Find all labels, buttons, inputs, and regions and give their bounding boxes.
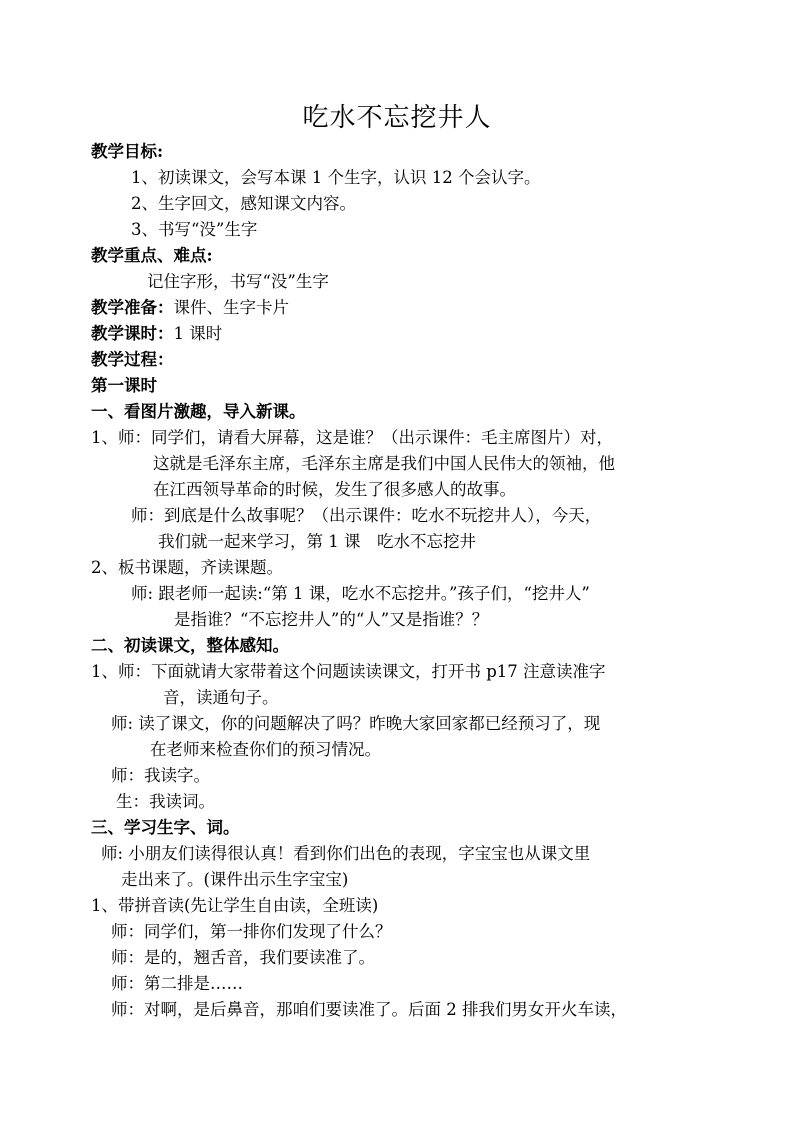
paragraph-line: 师：第二排是……	[111, 974, 243, 993]
class-hours-value: 1 课时	[173, 324, 223, 343]
paragraph-line: 师: 小朋友们读得很认真！看到你们出色的表现，字宝宝也从课文里	[101, 844, 591, 863]
preparation-label: 教学准备：	[91, 298, 174, 317]
section-heading-3: 三、学习生字、词。	[91, 818, 240, 837]
goal-item-2: 2、生字回文，感知课文内容。	[131, 194, 356, 213]
section-heading-1: 一、看图片激趣，导入新课。	[91, 402, 306, 421]
class-hours-label: 教学课时：	[91, 324, 174, 343]
heading-teaching-goals: 教学目标:	[91, 142, 164, 161]
key-points-text: 记住字形，书写“没”生字	[147, 272, 329, 291]
preparation-value: 课件、生字卡片	[173, 298, 289, 317]
paragraph-line: 在老师来检查你们的预习情况。	[150, 740, 381, 759]
paragraph-line: 生：我读词。	[116, 792, 215, 811]
paragraph-line: 2、板书课题，齐读课题。	[91, 558, 283, 577]
heading-first-lesson: 第一课时	[91, 376, 157, 395]
paragraph-line: 师：到底是什么故事呢？（出示课件：吃水不玩挖井人），今天，	[131, 506, 602, 525]
class-hours-row	[91, 321, 222, 347]
paragraph-line: 师：我读字。	[111, 766, 210, 785]
preparation-row	[91, 295, 289, 321]
paragraph-line: 在江西领导革命的时候，发生了很多感人的故事。	[153, 480, 516, 499]
paragraph-line: 师：对啊，是后鼻音，那咱们要读准了。后面 2 排我们男女开火车读，	[111, 1000, 627, 1019]
paragraph-line: 师：是的，翘舌音，我们要读准了。	[111, 948, 375, 967]
paragraph-line: 1、师：下面就请大家带着这个问题读读课文，打开书 p17 注意读准字	[91, 662, 606, 681]
document-title: 吃水不忘挖井人	[302, 103, 492, 133]
heading-key-points: 教学重点、难点:	[91, 246, 213, 265]
paragraph-line: 师：同学们，第一排你们发现了什么？	[111, 922, 392, 941]
paragraph-line: 师: 跟老师一起读:“第 1 课，吃水不忘挖井。”孩子们，“挖井人”	[131, 584, 590, 603]
goal-item-1: 1、初读课文，会写本课 1 个生字，认识 12 个会认字。	[131, 168, 541, 187]
paragraph-line: 1、师：同学们，请看大屏幕，这是谁？（出示课件：毛主席图片）对，	[91, 428, 613, 447]
paragraph-line: 走出来了。(课件出示生字宝宝)	[121, 870, 349, 889]
heading-process: 教学过程：	[91, 350, 174, 369]
paragraph-line: 师: 读了课文，你的问题解决了吗？昨晚大家回家都已经预习了，现	[111, 714, 601, 733]
paragraph-line: 这就是毛泽东主席，毛泽东主席是我们中国人民伟大的领袖，他	[153, 454, 615, 473]
paragraph-line: 1、带拼音读(先让学生自由读，全班读)	[91, 896, 379, 915]
paragraph-line: 是指谁？“不忘挖井人”的“人”又是指谁？？	[174, 610, 489, 629]
goal-item-3: 3、书写“没”生字	[131, 220, 258, 239]
section-heading-2: 二、初读课文，整体感知。	[91, 636, 289, 655]
paragraph-line: 音，读通句子。	[163, 688, 279, 707]
paragraph-line: 我们就一起来学习，第 1 课 吃水不忘挖井	[158, 532, 476, 551]
